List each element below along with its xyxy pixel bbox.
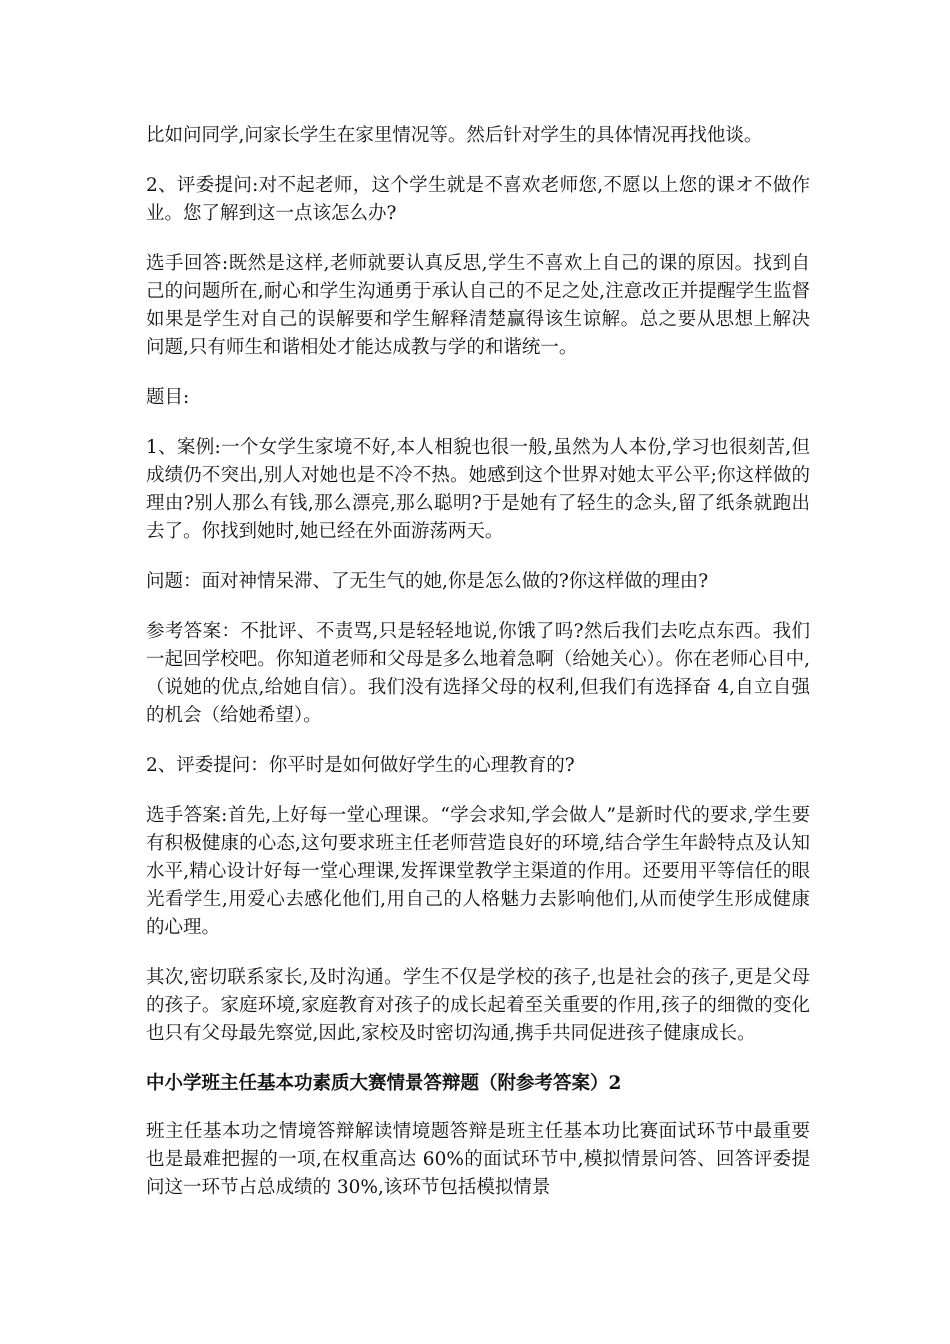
- paragraph: 问题：面对神情呆滞、了无生气的她,你是怎么做的?你这样做的理由?: [146, 571, 709, 592]
- closing-paragraph: 班主任基本功之情境答辩解读情境题答辩是班主任基本功比赛面试环节中最重要也是最难把握的一项,在权重高达 60%的面试环节中,模拟情景问答、回答评委提问这一环节占总成绩的 30%,该环节包括模拟情景: [146, 1121, 810, 1198]
- paragraph: 题目:: [146, 387, 190, 408]
- document-page: [146, 122, 810, 1224]
- paragraph: 选手回答:既然是这样,老师就要认真反思,学生不喜欢上自己的课的原因。找到自己的问题所在,耐心和学生沟通勇于承认自己的不足之处,注意改正并提醒学生监督如果是学生对自己的误解要和学生解释清楚赢得该生谅解。总之要从思想上解决问题,只有师生和谐相处才能达成教与学的和谐统一。: [146, 253, 810, 358]
- paragraph: 1、案例:一个女学生家境不好,本人相貌也很一般,虽然为人本份,学习也很刻苦,但成绩仍不突出,别人对她也是不冷不热。她感到这个世界对她太平公平;你这样做的理由?别人那么有钱,那么漂亮,那么聪明?于是她有了轻生的念头,留了纸条就跑出去了。你找到她时,她已经在外面游荡两天。: [146, 437, 810, 542]
- paragraph: 2、评委提问:对不起老师，这个学生就是不喜欢老师您,不愿以上您的课オ不做作业。您了解到这一点该怎么办?: [146, 175, 810, 224]
- paragraph: 选手答案:首先,上好每一堂心理课。“学会求知,学会做人”是新时代的要求,学生要有积极健康的心态,这句要求班主任老师营造良好的环境,结合学生年龄特点及认知水平,精心设计好每一堂心理课,发挥课堂教学主渠道的作用。还要用平等信任的眼光看学生,用爱心去感化他们,用自己的人格魅力去影响他们,从而使学生形成健康的心理。: [146, 805, 810, 938]
- paragraph: 其次,密切联系家长,及时沟通。学生不仅是学校的孩子,也是社会的孩子,更是父母的孩子。家庭环境,家庭教育对孩子的成长起着至关重要的作用,孩子的细微的变化也只有父母最先察觉,因此,家校及时密切沟通,携手共同促进孩子健康成长。: [146, 967, 810, 1044]
- paragraph: 参考答案：不批评、不责骂,只是轻轻地说,你饿了吗?然后我们去吃点东西。我们一起回学校吧。你知道老师和父母是多么地着急啊（给她关心）。你在老师心目中,（说她的优点,给她自信）。我们没有选择父母的权利,但我们有选择奋 4,自立自强的机会（给她希望）。: [146, 621, 810, 726]
- paragraph: 比如问同学,问家长学生在家里情况等。然后针对学生的具体情况再找他谈。: [146, 125, 763, 146]
- section-heading: 中小学班主任基本功素质大赛情景答辩题（附参考答案）2: [146, 1073, 622, 1094]
- paragraph: 2、评委提问：你平时是如何做好学生的心理教育的?: [146, 755, 575, 776]
